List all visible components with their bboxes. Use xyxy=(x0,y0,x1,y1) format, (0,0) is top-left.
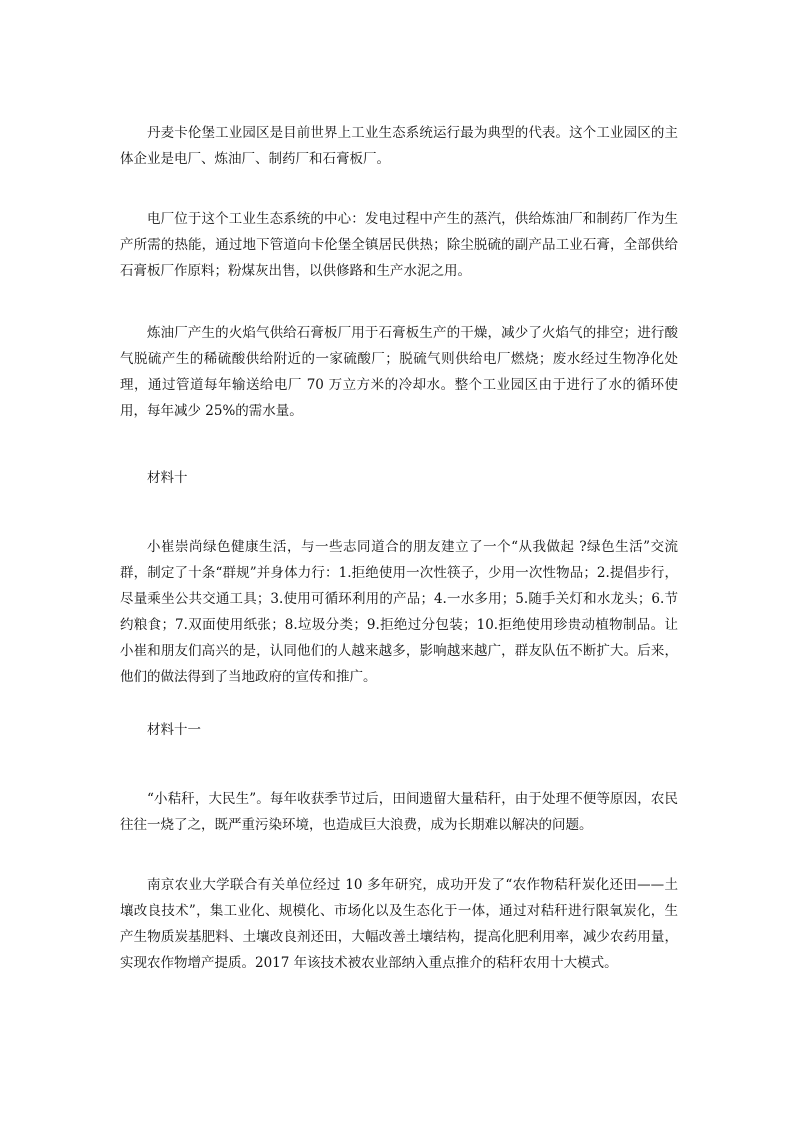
heading-material-11: 材料十一 xyxy=(147,722,201,738)
paragraph-kalundborg-intro: 丹麦卡伦堡工业园区是目前世界上工业生态系统运行最为典型的代表。这个工业园区的主体企业是电厂、炼油厂、制药厂和石膏板厂。 xyxy=(120,125,678,167)
paragraph-power-plant: 电厂位于这个工业生态系统的中心：发电过程中产生的蒸汽，供给炼油厂和制药厂作为生产所需的热能，通过地下管道向卡伦堡全镇居民供热；除尘脱硫的副产品工业石膏，全部供给石膏板厂作原料；粉煤灰出售，以供修路和生产水泥之用。 xyxy=(120,211,678,279)
heading-material-10: 材料十 xyxy=(147,470,188,486)
paragraph-straw-problem: “小秸秆，大民生”。每年收获季节过后，田间遗留大量秸秆，由于处理不便等原因，农民往往一烧了之，既严重污染环境，也造成巨大浪费，成为长期难以解决的问题。 xyxy=(120,791,678,833)
paragraph-straw-technology: 南京农业大学联合有关单位经过 10 多年研究，成功开发了“农作物秸秆炭化还田——土壤改良技术”，集工业化、规模化、市场化以及生态化于一体，通过对秸秆进行限氧炭化，生产生物质炭基肥料、土壤改良剂还田，大幅改善土壤结构，提高化肥利用率，减少农药用量，实现农作物增产提质。2017 年该技术被农业部纳入重点推介的秸秆农用十大模式。 xyxy=(120,877,678,971)
paragraph-green-living-group: 小崔崇尚绿色健康生活，与一些志同道合的朋友建立了一个“从我做起 ?绿色生活”交流群，制定了十条“群规”并身体力行：1.拒绝使用一次性筷子，少用一次性物品；2.提倡步行，尽量乘坐公共交通工具；3.使用可循环利用的产品；4.一水多用；5.随手关灯和水龙头；6.节约粮食；7.双面使用纸张；8.垃圾分类；9.拒绝过分包装；10.拒绝使用珍贵动植物制品。让小崔和朋友们高兴的是，认同他们的人越来越多，影响越来越广，群友队伍不断扩大。后来，他们的做法得到了当地政府的宣传和推广。 xyxy=(120,539,678,685)
paragraph-refinery: 炼油厂产生的火焰气供给石膏板厂用于石膏板生产的干燥，减少了火焰气的排空；进行酸气脱硫产生的稀硫酸供给附近的一家硫酸厂；脱硫气则供给电厂燃烧；废水经过生物净化处理，通过管道每年输送给电厂 70 万立方米的冷却水。整个工业园区由于进行了水的循环使用，每年减少 25%的需水量。 xyxy=(120,325,678,419)
